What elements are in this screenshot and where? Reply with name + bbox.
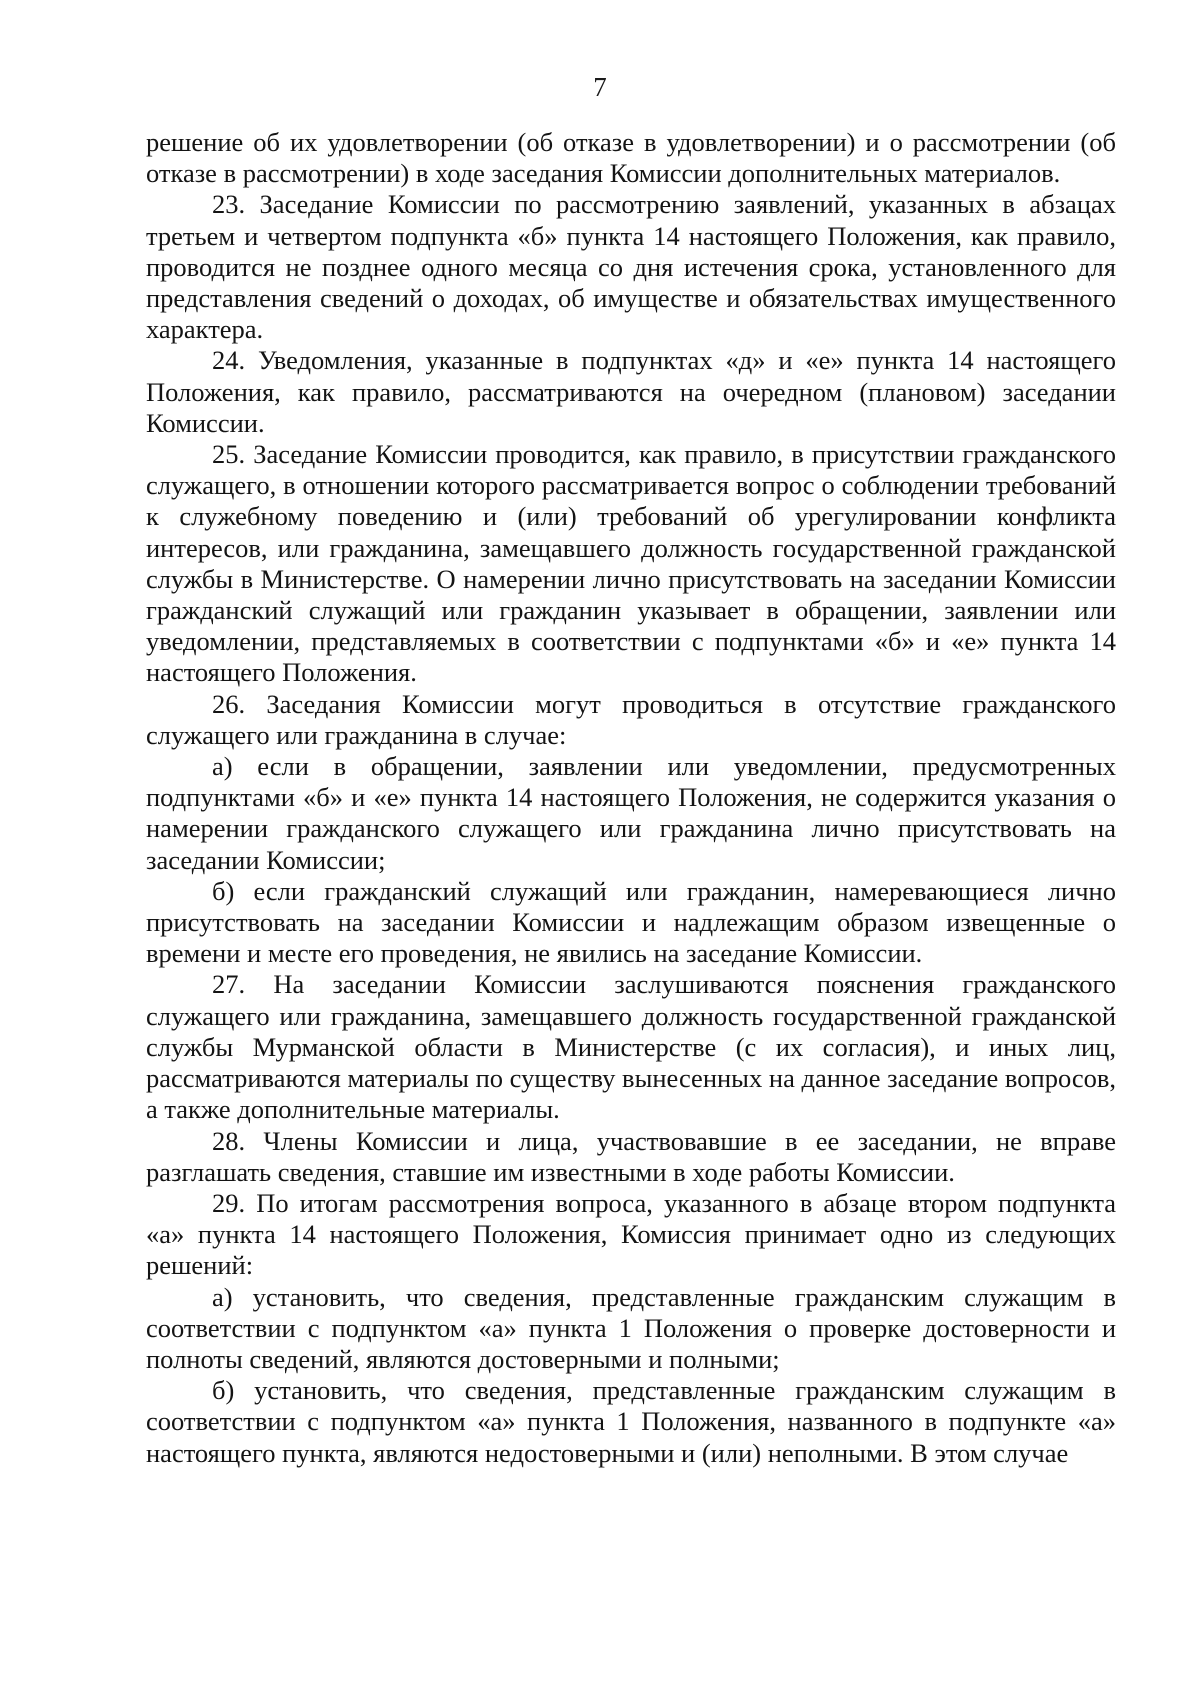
page-number: 7 [593, 72, 607, 102]
paragraph-27: 27. На заседании Комиссии заслушиваются пояснения гражданского служащего или гражданина, замещавшего должность государственной гражданской службы Мурманской области в Министерстве (с их согласия), и иных лиц, рассматриваются материалы по существу вынесенных на данное заседание вопросов, а также дополнительные материалы. [146, 969, 1116, 1125]
document-body [146, 127, 1116, 1469]
paragraph-26-b: б) если гражданский служащий или гражданин, намеревающиеся лично присутствовать на заседании Комиссии и надлежащим образом извещенные о времени и месте его проведения, не явились на заседание Комиссии. [146, 875, 1116, 969]
paragraph-continuation: решение об их удовлетворении (об отказе в удовлетворении) и о рассмотрении (об отказе в рассмотрении) в ходе заседания Комиссии дополнительных материалов. [146, 127, 1116, 189]
paragraph-29-a: а) установить, что сведения, представленные гражданским служащим в соответствии с подпунктом «а» пункта 1 Положения о проверке достоверности и полноты сведений, являются достоверными и полными; [146, 1281, 1116, 1374]
paragraph-26-a: а) если в обращении, заявлении или уведомлении, предусмотренных подпунктами «б» и «е» пункта 14 настоящего Положения, не содержится указания о намерении гражданского служащего или гражданина лично присутствовать на заседании Комиссии; [146, 751, 1116, 875]
paragraph-26: 26. Заседания Комиссии могут проводиться в отсутствие гражданского служащего или гражданина в случае: [146, 688, 1116, 750]
paragraph-28: 28. Члены Комиссии и лица, участвовавшие в ее заседании, не вправе разглашать сведения, ставшие им известными в ходе работы Комиссии. [146, 1125, 1116, 1187]
paragraph-24: 24. Уведомления, указанные в подпунктах «д» и «е» пункта 14 настоящего Положения, как правило, рассматриваются на очередном (плановом) заседании Комиссии. [146, 345, 1116, 438]
paragraph-29: 29. По итогам рассмотрения вопроса, указанного в абзаце втором подпункта «а» пункта 14 настоящего Положения, Комиссия принимает одно из следующих решений: [146, 1187, 1116, 1281]
paragraph-23: 23. Заседание Комиссии по рассмотрению заявлений, указанных в абзацах третьем и четвертом подпункта «б» пункта 14 настоящего Положения, как правило, проводится не позднее одного месяца со дня истечения срока, установленного для представления сведений о доходах, об имуществе и обязательствах имущественного характера. [146, 189, 1116, 345]
paragraph-29-b: б) установить, что сведения, представленные гражданским служащим в соответствии с подпунктом «а» пункта 1 Положения, названного в подпункте «а» настоящего пункта, являются недостоверными и (или) неполными. В этом случае [146, 1375, 1116, 1468]
paragraph-25: 25. Заседание Комиссии проводится, как правило, в присутствии гражданского служащего, в отношении которого рассматривается вопрос о соблюдении требований к служебному поведению и (или) требований об урегулировании конфликта интересов, или гражданина, замещавшего должность государственной гражданской службы в Министерстве. О намерении лично присутствовать на заседании Комиссии гражданский служащий или гражданин указывает в обращении, заявлении или уведомлении, представляемых в соответствии с подпунктами «б» и «е» пункта 14 настоящего Положения. [146, 439, 1116, 688]
